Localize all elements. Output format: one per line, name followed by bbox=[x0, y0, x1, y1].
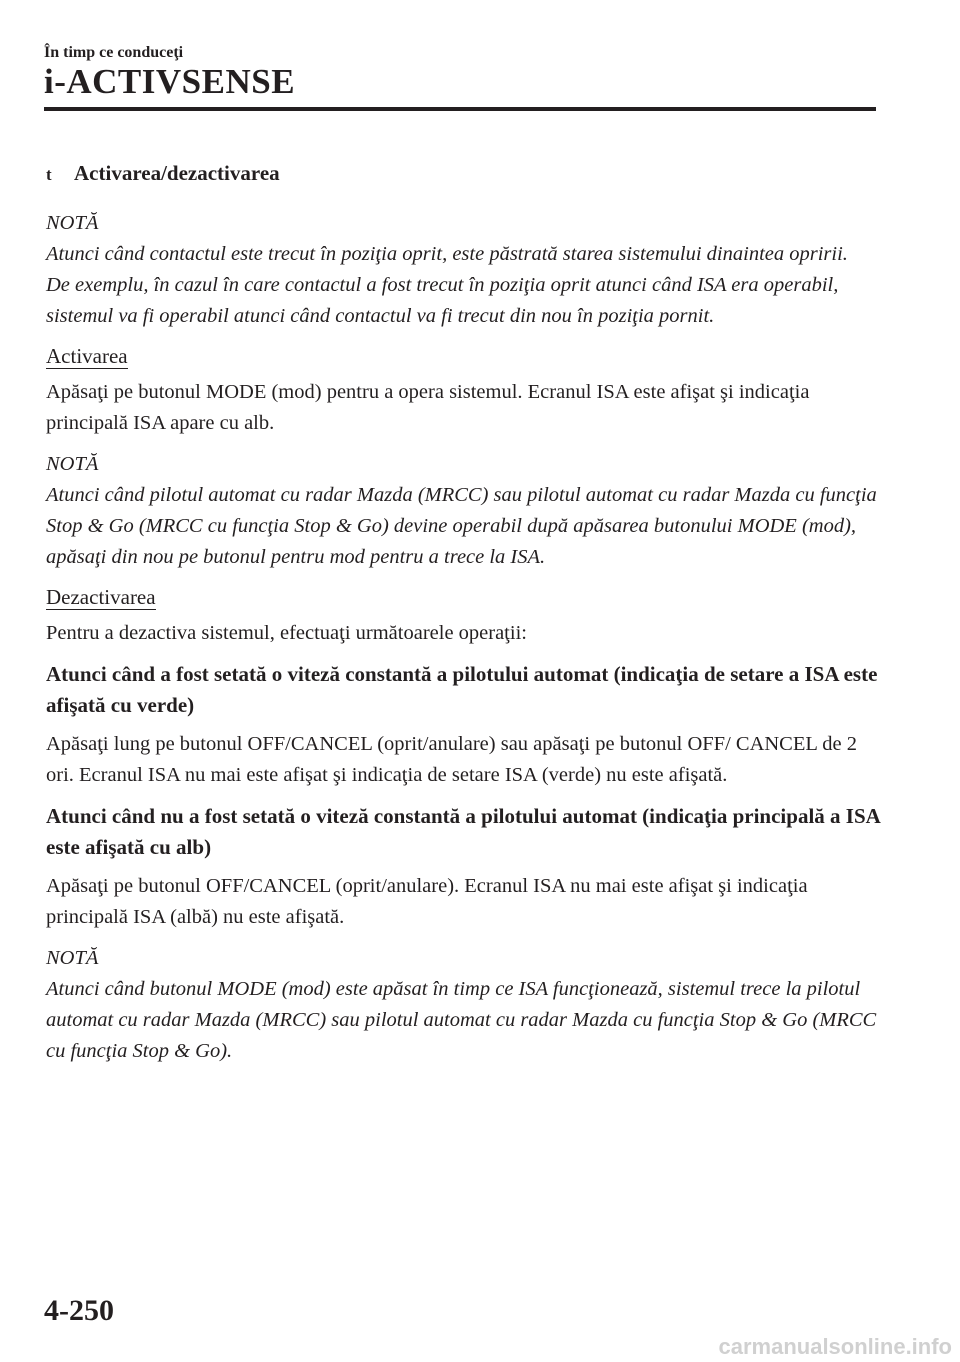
note-block-3 bbox=[46, 943, 882, 1067]
page-title: i-ACTIVSENSE bbox=[44, 62, 296, 101]
header-divider bbox=[44, 107, 876, 111]
case2-title: Atunci când nu a fost setată o viteză constantă a pilotului automat (indicaţia principală a ISA este afişată cu alb) bbox=[46, 804, 880, 859]
chapter-heading: În timp ce conduceţi bbox=[44, 44, 184, 61]
subheading-deactivation: Dezactivarea bbox=[46, 585, 156, 609]
deactivation-intro: Pentru a dezactiva sistemul, efectuaţi următoarele operaţii: bbox=[46, 622, 527, 644]
case1-title: Atunci când a fost setată o viteză constantă a pilotului automat (indicaţia de setare a ISA este afişată cu verde) bbox=[46, 662, 878, 717]
section-title: Activarea/dezactivarea bbox=[74, 161, 280, 185]
note-text: De exemplu, în cazul în care contactul a fost trecut în poziţia oprit atunci când ISA era operabil, sistemul va fi operabil atunci când contactul va fi trecut din nou în poziţia pornit. bbox=[46, 274, 839, 327]
activation-text: Apăsaţi pe butonul MODE (mod) pentru a opera sistemul. Ecranul ISA este afişat şi indicaţia principală ISA apare cu alb. bbox=[46, 381, 810, 434]
note-text: Atunci când contactul este trecut în poziţia oprit, este păstrată starea sistemului dinaintea opririi. bbox=[46, 243, 848, 265]
note-label: NOTĂ bbox=[46, 947, 99, 969]
case1-text: Apăsaţi lung pe butonul OFF/CANCEL (oprit/anulare) sau apăsaţi pe butonul OFF/ CANCEL de 2 ori. Ecranul ISA nu mai este afişat şi indicaţia de setare ISA (verde) nu este afişată. bbox=[46, 733, 857, 786]
note-label: NOTĂ bbox=[46, 212, 99, 234]
case2-text: Apăsaţi pe butonul OFF/CANCEL (oprit/anulare). Ecranul ISA nu mai este afişat şi indicaţia principală ISA (albă) nu este afişată. bbox=[46, 875, 808, 928]
note-block-1 bbox=[46, 208, 882, 332]
note-label: NOTĂ bbox=[46, 453, 99, 475]
page-number: 4-250 bbox=[44, 1294, 114, 1327]
page-content bbox=[46, 158, 882, 1077]
note-text: Atunci când butonul MODE (mod) este apăsat în timp ce ISA funcţionează, sistemul trece la pilotul automat cu radar Mazda (MRCC) sau pilotul automat cu radar Mazda cu funcţia Stop & Go (MRCC cu funcţia Stop & Go). bbox=[46, 978, 877, 1062]
note-text: Atunci când pilotul automat cu radar Mazda (MRCC) sau pilotul automat cu radar Mazda cu funcţia Stop & Go (MRCC cu funcţia Stop & Go) devine operabil după apăsarea butonului MODE (mod), apăsaţi din nou pe butonul pentru mod pentru a trece la ISA. bbox=[46, 484, 877, 568]
watermark: carmanualsonline.info bbox=[718, 1334, 952, 1359]
subheading-activation: Activarea bbox=[46, 344, 128, 368]
section-heading bbox=[46, 158, 882, 190]
section-marker-icon: t bbox=[46, 165, 52, 184]
note-block-2 bbox=[46, 449, 882, 573]
